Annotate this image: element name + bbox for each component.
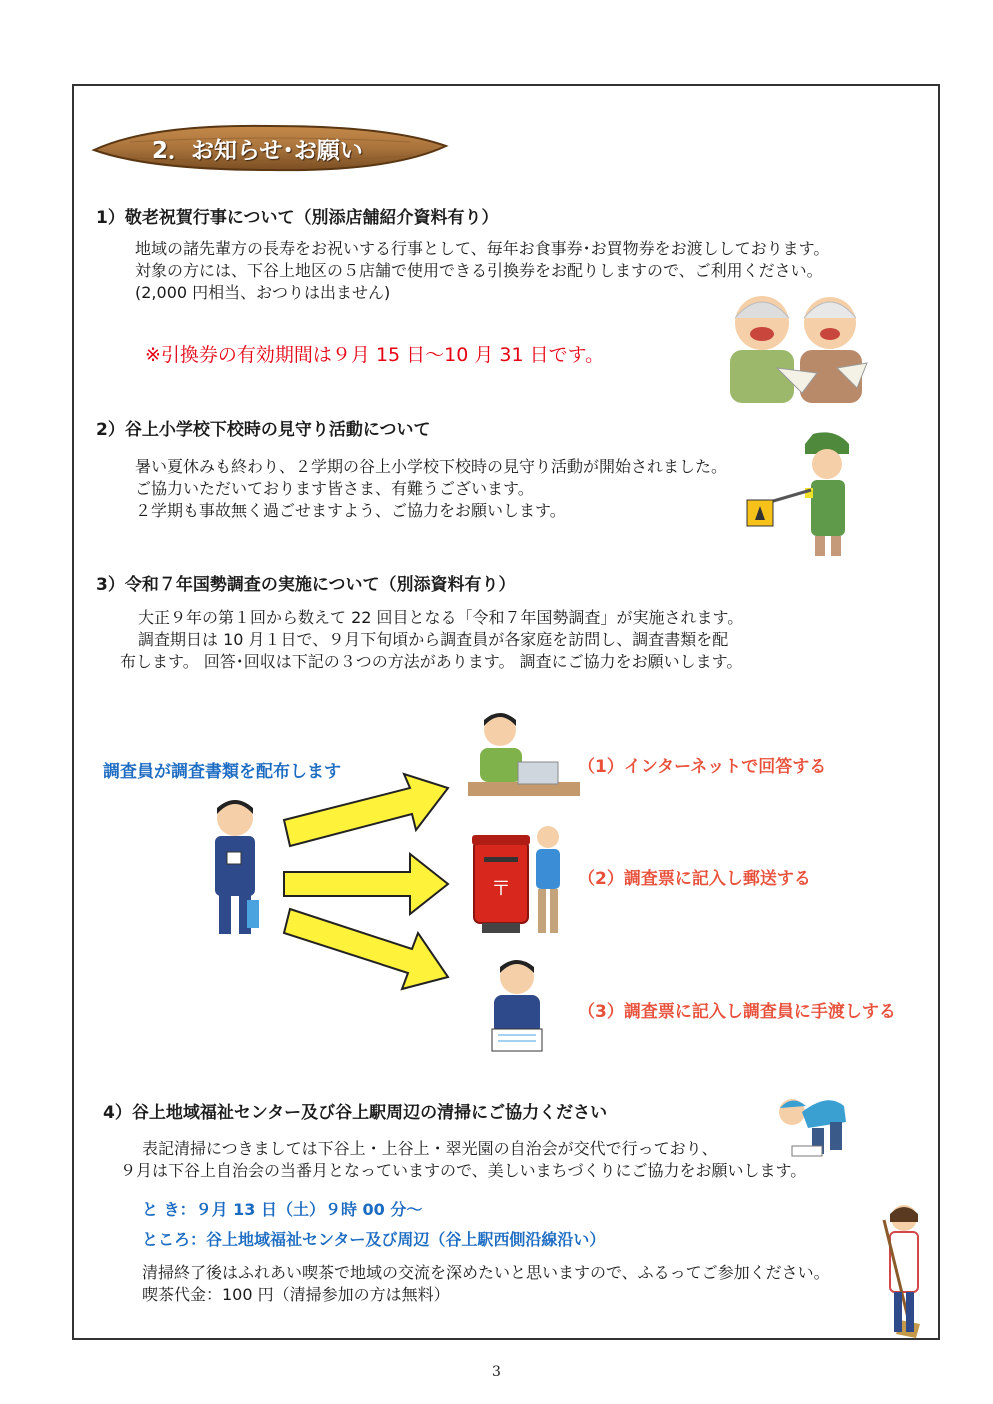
item-1-line: 地域の諸先輩方の長寿をお祝いする行事として、毎年お食事券･お買物券をお渡ししております。 <box>135 239 830 258</box>
crossing-guard-icon <box>745 428 865 558</box>
postbox-mark: 〒 <box>491 876 511 900</box>
item-2-body <box>135 456 727 522</box>
floor-cleaning-person-icon <box>772 1082 852 1162</box>
item-2-heading: 2）谷上小学校下校時の見守り活動について <box>96 420 431 440</box>
item-4-after <box>142 1262 830 1306</box>
item-1-heading: 1）敬老祝賀行事について（別添店舗紹介資料有り） <box>96 208 499 228</box>
item-3-line: 調査期日は 10 月１日で、９月下旬頃から調査員が各家庭を訪問し、調査書類を配 <box>138 630 729 649</box>
item-4-line: ９月は下谷上自治会の当番月となっていますので、美しいまちづくりにご協力をお願いします。 <box>120 1161 807 1180</box>
item-2-line: ２学期も事故無く過ごせますよう、ご協力をお願いします。 <box>135 501 566 520</box>
item-4-heading: 4）谷上地域福祉センター及び谷上駅周辺の清掃にご協力ください <box>103 1103 608 1123</box>
item-3-line: 布します。 回答･回収は下記の３つの方法があります。 調査にご協力をお願いします。 <box>120 652 743 671</box>
elderly-couple-icon <box>722 288 872 403</box>
method-3-label: （3）調査票に記入し調査員に手渡しする <box>578 1002 896 1022</box>
item-1-notice: ※引換券の有効期間は９月 15 日～10 月 31 日です。 <box>145 344 605 366</box>
item-4-body <box>120 1138 806 1182</box>
item-3-heading: 3）令和７年国勢調査の実施について（別添資料有り） <box>96 575 516 595</box>
item-3-line: 大正９年の第１回から数えて 22 回目となる「令和７年国勢調査」が実施されます。 <box>138 608 744 627</box>
broom-person-icon <box>876 1200 926 1340</box>
arrow-icon <box>282 770 452 850</box>
item-4-line: 表記清掃につきましては下谷上・上谷上・翠光園の自治会が交代で行っており、 <box>142 1139 718 1158</box>
hand-delivery-icon <box>486 955 548 1053</box>
internet-answer-icon <box>468 708 580 800</box>
method-2-label: （2）調査票に記入し郵送する <box>578 869 811 889</box>
item-4-after-line: 清掃終了後はふれあい喫茶で地域の交流を深めたいと思いますので、ふるってご参加ください。 <box>142 1263 830 1282</box>
census-worker-icon <box>205 790 265 940</box>
item-2-line: 暑い夏休みも終わり、２学期の谷上小学校下校時の見守り活動が開始されました。 <box>135 457 728 476</box>
section-title: 2．お知らせ･お願い <box>152 138 363 164</box>
item-3-body <box>120 607 743 673</box>
item-4-where: ところ：谷上地域福祉センター及び周辺（谷上駅西側沿線沿い） <box>142 1230 606 1249</box>
item-1-line: (2,000 円相当、おつりは出ません) <box>135 283 391 302</box>
postbox-icon <box>470 823 570 938</box>
section-banner <box>90 120 450 176</box>
item-4-after-line: 喫茶代金：100 円（清掃参加の方は無料） <box>142 1285 450 1304</box>
method-1-label: （1）インターネットで回答する <box>578 757 827 777</box>
page-number: 3 <box>492 1364 501 1380</box>
item-1-line: 対象の方には、下谷上地区の５店舗で使用できる引換券をお配りしますので、ご利用ください。 <box>135 261 823 280</box>
arrow-icon <box>282 905 452 995</box>
diagram-left-label: 調査員が調査書類を配布します <box>103 762 341 782</box>
item-4-when: と き：９月 13 日（土）９時 00 分～ <box>142 1200 423 1219</box>
item-2-line: ご協力いただいております皆さま、有難うございます。 <box>135 479 534 498</box>
